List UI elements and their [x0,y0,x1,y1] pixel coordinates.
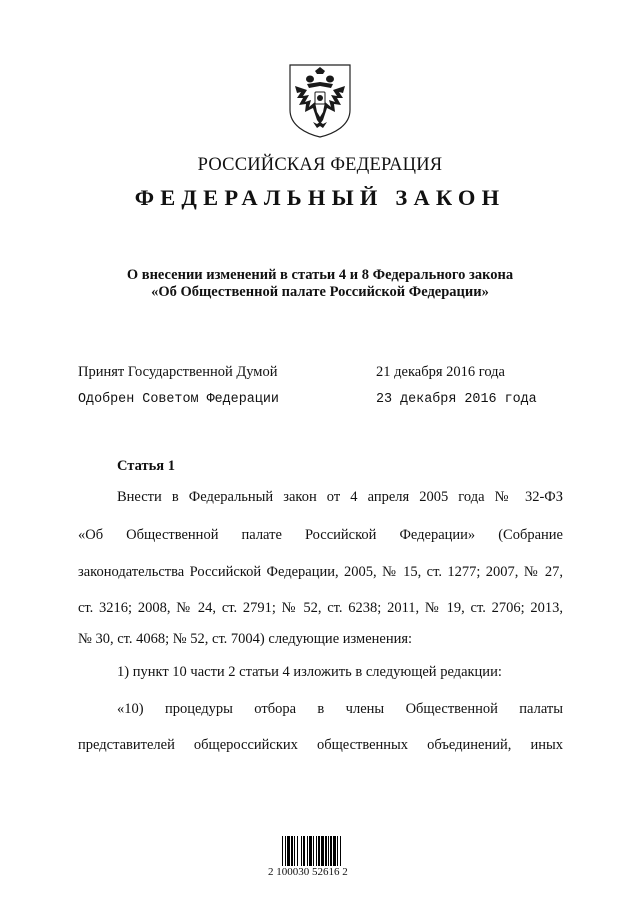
duma-label: Принят Государственной Думой [78,364,278,380]
text-line: представителей общероссийских общественных объединений, иных [78,737,563,753]
text-line: ст. 3216; 2008, № 24, ст. 2791; № 52, ст. 6238; 2011, № 19, ст. 2706; 2013, [78,600,563,616]
text-line: законодательства Российской Федерации, 2005, № 15, ст. 1277; 2007, № 27, [78,564,563,580]
text-line: «Об Общественной палате Российской Федерации» (Собрание [78,527,563,543]
article-heading: Статья 1 [117,458,175,474]
barcode [282,836,362,866]
document-type: ФЕДЕРАЛЬНЫЙ ЗАКОН [134,185,506,210]
coat-of-arms-icon [287,62,353,138]
duma-date: 21 декабря 2016 года [376,364,505,380]
subject-line: О внесении изменений в статьи 4 и 8 Федерального закона [126,267,514,283]
council-label: Одобрен Советом Федерации [78,392,279,407]
text-line: «10) процедуры отбора в члены Общественной палаты [117,701,563,717]
text-line: 1) пункт 10 части 2 статьи 4 изложить в следующей редакции: [117,664,502,680]
barcode-number: 2 100030 52616 2 [268,866,348,878]
text-line: № 30, ст. 4068; № 52, ст. 7004) следующие изменения: [78,631,413,647]
law-subject [60,267,580,301]
text-line: Внести в Федеральный закон от 4 апреля 2005 года № 32-ФЗ [117,489,563,505]
country-name: РОССИЙСКАЯ ФЕДЕРАЦИЯ [197,155,443,175]
council-date: 23 декабря 2016 года [376,392,537,407]
subject-line: «Об Общественной палате Российской Федерации» [151,284,489,300]
